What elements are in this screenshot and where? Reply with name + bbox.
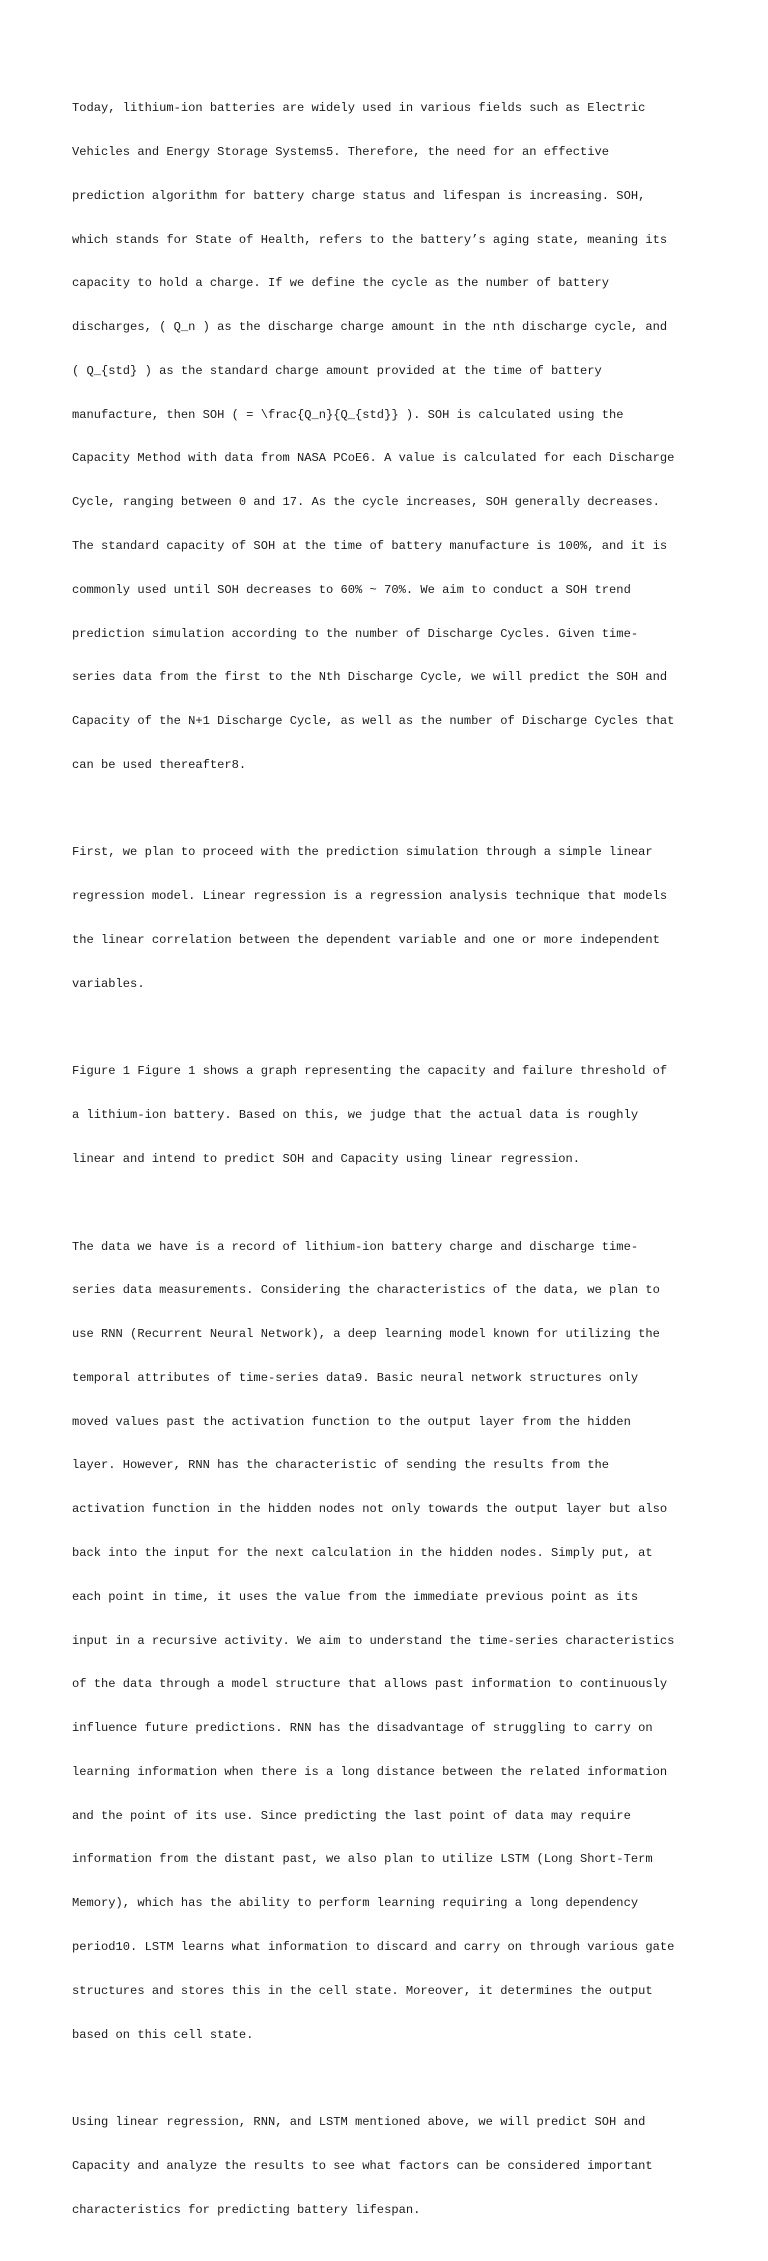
text-line: linear and intend to predict SOH and Capacity using linear regression. bbox=[72, 1151, 581, 1166]
text-line: back into the input for the next calculation in the hidden nodes. Simply put, at bbox=[72, 1545, 653, 1560]
paragraph-rnn-lstm bbox=[72, 1210, 700, 2071]
text-line: ( Q_{std} ) as the standard charge amount provided at the time of battery bbox=[72, 363, 602, 378]
text-line: regression model. Linear regression is a regression analysis technique that models bbox=[72, 889, 668, 904]
text-line: temporal attributes of time-series data9. Basic neural network structures only bbox=[72, 1370, 639, 1385]
text-line: Using linear regression, RNN, and LSTM mentioned above, we will predict SOH and bbox=[72, 2115, 646, 2130]
text-line: of the data through a model structure that allows past information to continuously bbox=[72, 1677, 668, 1692]
text-line: moved values past the activation function to the output layer from the hidden bbox=[72, 1414, 631, 1429]
paragraph-figure-reference bbox=[72, 1035, 700, 1196]
text-line: structures and stores this in the cell state. Moreover, it determines the output bbox=[72, 1983, 653, 1998]
text-line: layer. However, RNN has the characteristic of sending the results from the bbox=[72, 1458, 610, 1473]
text-line: use RNN (Recurrent Neural Network), a deep learning model known for utilizing the bbox=[72, 1327, 660, 1342]
document-body bbox=[72, 72, 700, 2261]
text-line: Memory), which has the ability to perform learning requiring a long dependency bbox=[72, 1896, 639, 1911]
paragraph-conclusion bbox=[72, 2086, 700, 2247]
text-line: activation function in the hidden nodes not only towards the output layer but also bbox=[72, 1502, 668, 1517]
text-line: commonly used until SOH decreases to 60% ~ 70%. We aim to conduct a SOH trend bbox=[72, 582, 631, 597]
text-line: characteristics for predicting battery lifespan. bbox=[72, 2202, 421, 2217]
text-line: Capacity Method with data from NASA PCoE6. A value is calculated for each Discharge bbox=[72, 451, 675, 466]
text-line: which stands for State of Health, refers to the battery’s aging state, meaning its bbox=[72, 232, 668, 247]
text-line: based on this cell state. bbox=[72, 2027, 254, 2042]
text-line: input in a recursive activity. We aim to understand the time-series characteristics bbox=[72, 1633, 675, 1648]
paragraph-linear-regression bbox=[72, 816, 700, 1020]
text-line: Figure 1 Figure 1 shows a graph representing the capacity and failure threshold of bbox=[72, 1064, 668, 1079]
text-line: series data from the first to the Nth Discharge Cycle, we will predict the SOH and bbox=[72, 670, 668, 685]
text-line: information from the distant past, we also plan to utilize LSTM (Long Short-Term bbox=[72, 1852, 653, 1867]
text-line: Vehicles and Energy Storage Systems5. Therefore, the need for an effective bbox=[72, 144, 610, 159]
text-line: prediction algorithm for battery charge status and lifespan is increasing. SOH, bbox=[72, 188, 646, 203]
text-line: prediction simulation according to the number of Discharge Cycles. Given time- bbox=[72, 626, 639, 641]
text-line: The data we have is a record of lithium-ion battery charge and discharge time- bbox=[72, 1239, 639, 1254]
paragraph-intro bbox=[72, 72, 700, 802]
text-line: can be used thereafter8. bbox=[72, 757, 247, 772]
text-line: Cycle, ranging between 0 and 17. As the cycle increases, SOH generally decreases. bbox=[72, 495, 660, 510]
text-line: Today, lithium-ion batteries are widely used in various fields such as Electric bbox=[72, 101, 646, 116]
text-line: a lithium-ion battery. Based on this, we judge that the actual data is roughly bbox=[72, 1108, 639, 1123]
text-line: First, we plan to proceed with the prediction simulation through a simple linear bbox=[72, 845, 653, 860]
text-line: influence future predictions. RNN has the disadvantage of struggling to carry on bbox=[72, 1721, 653, 1736]
text-line: manufacture, then SOH ( = \frac{Q_n}{Q_{std}} ). SOH is calculated using the bbox=[72, 407, 624, 422]
text-line: The standard capacity of SOH at the time of battery manufacture is 100%, and it is bbox=[72, 539, 668, 553]
text-line: the linear correlation between the dependent variable and one or more independent bbox=[72, 933, 660, 948]
text-line: Capacity and analyze the results to see what factors can be considered important bbox=[72, 2158, 653, 2173]
text-line: capacity to hold a charge. If we define the cycle as the number of battery bbox=[72, 276, 610, 291]
text-line: series data measurements. Considering the characteristics of the data, we plan to bbox=[72, 1283, 660, 1298]
text-line: Capacity of the N+1 Discharge Cycle, as well as the number of Discharge Cycles that bbox=[72, 714, 675, 729]
text-line: each point in time, it uses the value from the immediate previous point as its bbox=[72, 1589, 639, 1604]
text-line: learning information when there is a long distance between the related information bbox=[72, 1764, 668, 1779]
text-line: and the point of its use. Since predicting the last point of data may require bbox=[72, 1808, 631, 1823]
text-line: discharges, ( Q_n ) as the discharge charge amount in the nth discharge cycle, and bbox=[72, 320, 668, 335]
text-line: variables. bbox=[72, 976, 145, 991]
text-line: period10. LSTM learns what information to discard and carry on through various gate bbox=[72, 1940, 675, 1954]
